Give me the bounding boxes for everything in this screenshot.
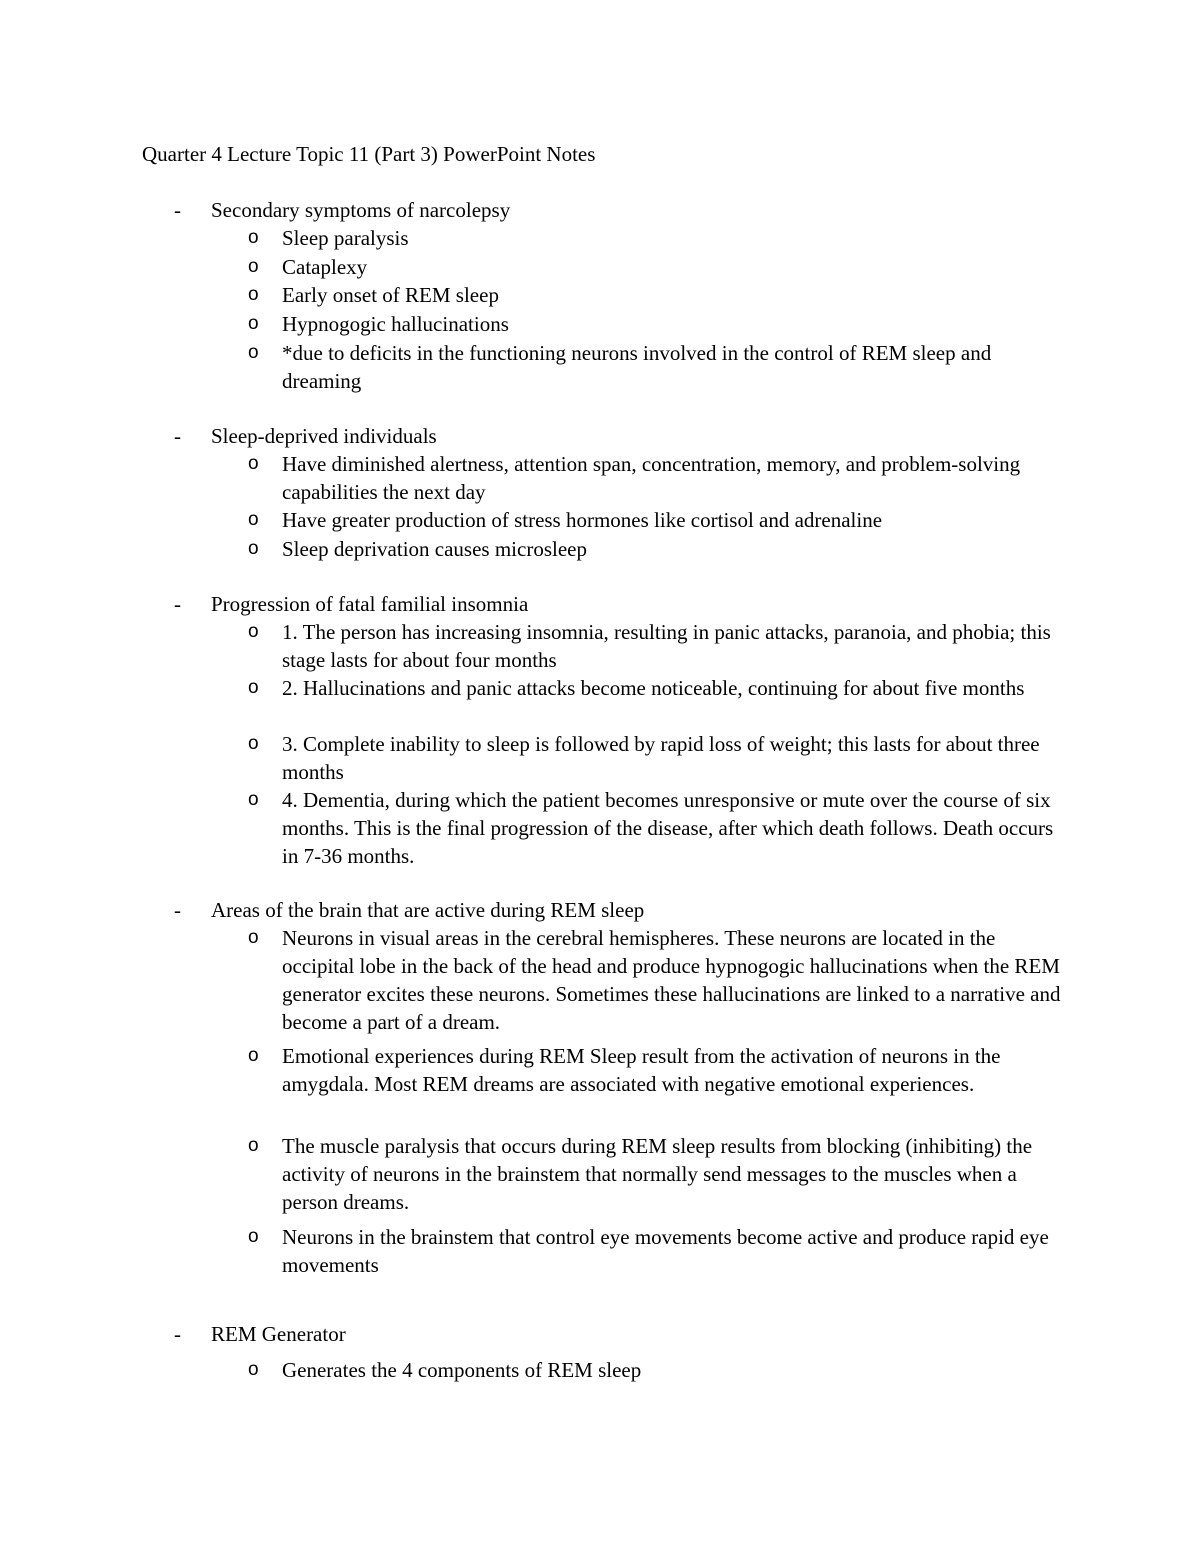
list-item-text: Neurons in visual areas in the cerebral hemispheres. These neurons are located in the occipital lobe in the back of the head and produce hypnogogic hallucinations when the REM generator excites these neurons. Sometimes these hallucinations are linked to a narrative and become a part of a dream.: [282, 926, 1061, 1034]
list-item-text: The muscle paralysis that occurs during REM sleep results from blocking (inhibiting) the activity of neurons in the brainstem that normally send messages to the muscles when a person dreams.: [282, 1134, 1033, 1214]
circle-bullet: o: [248, 1135, 259, 1156]
list-item: [248, 281, 1068, 309]
circle-bullet: o: [248, 1045, 259, 1066]
list-item: [248, 1132, 1068, 1216]
list-item-text: 2. Hallucinations and panic attacks become noticeable, continuing for about five months: [282, 676, 1025, 700]
list-item: [248, 1356, 1068, 1384]
circle-bullet: o: [248, 313, 259, 334]
dash-bullet: -: [174, 424, 181, 448]
circle-bullet: o: [248, 733, 259, 754]
section-heading-text: Secondary symptoms of narcolepsy: [211, 198, 511, 222]
list-item: [248, 535, 1068, 563]
list-item-text: Early onset of REM sleep: [282, 283, 499, 307]
list-item-text: Have diminished alertness, attention span, concentration, memory, and problem-solving capabilities the next day: [282, 452, 1021, 504]
circle-bullet: o: [248, 1359, 259, 1380]
list-item: [248, 924, 1068, 1036]
circle-bullet: o: [248, 284, 259, 305]
section-heading-text: Progression of fatal familial insomnia: [211, 592, 529, 616]
circle-bullet: o: [248, 227, 259, 248]
list-item-text: Generates the 4 components of REM sleep: [282, 1358, 642, 1382]
list-item-text: 3. Complete inability to sleep is followed by rapid loss of weight; this lasts for about three months: [282, 732, 1040, 784]
circle-bullet: o: [248, 927, 259, 948]
list-item: [248, 339, 1068, 395]
list-item-text: Hypnogogic hallucinations: [282, 312, 509, 336]
list-item-text: Emotional experiences during REM Sleep result from the activation of neurons in the amygdala. Most REM dreams are associated with negative emotional experiences.: [282, 1044, 1001, 1096]
list-item-text: Sleep deprivation causes microsleep: [282, 537, 587, 561]
circle-bullet: o: [248, 677, 259, 698]
list-item-text: 4. Dementia, during which the patient becomes unresponsive or mute over the course of six months. This is the final progression of the disease, after which death follows. Death occurs in 7-36 months.: [282, 788, 1054, 868]
list-item-text: 1. The person has increasing insomnia, resulting in panic attacks, paranoia, and phobia; this stage lasts for about four months: [282, 620, 1051, 672]
list-item: [248, 450, 1068, 506]
dash-bullet: -: [174, 198, 181, 222]
list-item: [248, 1223, 1068, 1279]
section-heading-text: Sleep-deprived individuals: [211, 424, 437, 448]
list-item-text: Cataplexy: [282, 255, 368, 279]
circle-bullet: o: [248, 342, 259, 363]
list-item: [248, 786, 1068, 870]
document-title: Quarter 4 Lecture Topic 11 (Part 3) PowerPoint Notes: [142, 142, 596, 166]
circle-bullet: o: [248, 453, 259, 474]
list-item: [248, 506, 1068, 534]
list-item: [248, 618, 1068, 674]
list-item-text: Neurons in the brainstem that control eye movements become active and produce rapid eye movements: [282, 1225, 1049, 1277]
circle-bullet: o: [248, 621, 259, 642]
section-heading-text: Areas of the brain that are active during REM sleep: [211, 898, 645, 922]
list-item: [248, 224, 1068, 252]
list-item: [248, 1042, 1068, 1098]
circle-bullet: o: [248, 1226, 259, 1247]
circle-bullet: o: [248, 538, 259, 559]
dash-bullet: -: [174, 592, 181, 616]
dash-bullet: -: [174, 1322, 181, 1346]
list-item-text: *due to deficits in the functioning neurons involved in the control of REM sleep and dreaming: [282, 341, 992, 393]
list-item-text: Sleep paralysis: [282, 226, 409, 250]
list-item-text: Have greater production of stress hormones like cortisol and adrenaline: [282, 508, 883, 532]
dash-bullet: -: [174, 898, 181, 922]
list-item: [248, 310, 1068, 338]
section-heading-text: REM Generator: [211, 1322, 346, 1346]
list-item: [248, 674, 1068, 702]
list-item: [248, 730, 1068, 786]
list-item: [248, 253, 1068, 281]
circle-bullet: o: [248, 509, 259, 530]
circle-bullet: o: [248, 789, 259, 810]
circle-bullet: o: [248, 256, 259, 277]
